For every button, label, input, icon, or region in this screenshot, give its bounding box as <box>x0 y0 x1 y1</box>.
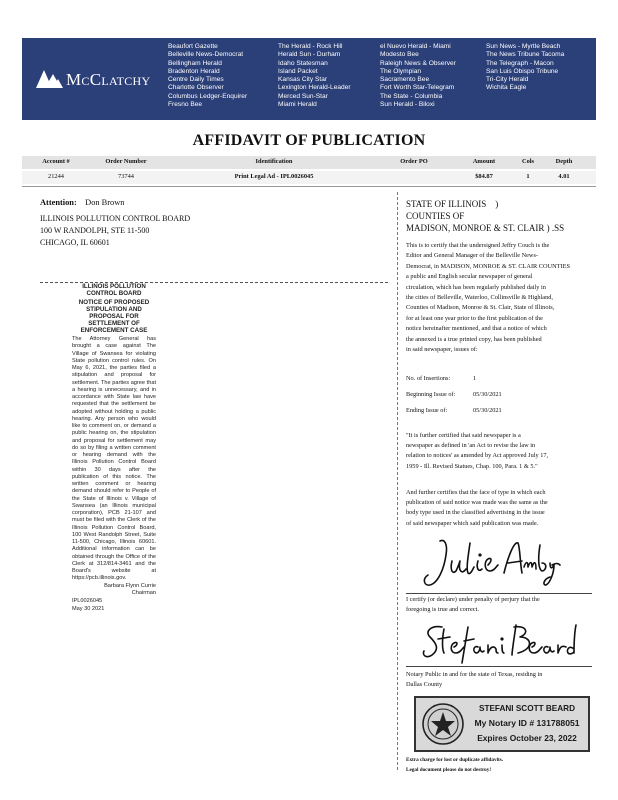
perjury-statement <box>406 595 594 614</box>
text-line: body type used in the classified advertising in the issue <box>406 509 545 517</box>
publication-name: Merced Sun-Star <box>278 92 328 100</box>
certification-text <box>406 241 594 355</box>
legal-notice-clipping <box>72 283 156 613</box>
identification-value: Print Legal Ad - IPL0026045 <box>234 173 314 180</box>
amount-value: $84.87 <box>475 173 493 180</box>
venue-line: COUNTIES OF <box>406 211 465 221</box>
newspaper-definition-text <box>406 431 594 472</box>
text-line: Notary Public in and for the state of Texas, residing in <box>406 671 543 678</box>
column-header-depth: Depth <box>555 158 573 165</box>
text-line: the annexed is a true printed copy, has been published <box>406 335 542 343</box>
beginning-issue-label: Beginning Issue of: <box>406 391 456 398</box>
affiant-signature <box>418 533 568 593</box>
address-line: 100 W RANDOLPH, STE 11-500 <box>40 226 150 236</box>
publication-name: Beaufort Gazette <box>168 43 218 50</box>
order-table-header <box>22 156 596 169</box>
text-line: This is to certify that the undersigned Jeffry Couch is the <box>406 242 550 249</box>
stamp-expiration: Expires October 23, 2022 <box>477 733 577 743</box>
cols-value: 1 <box>526 173 530 180</box>
publication-name: Bellingham Herald <box>168 59 222 67</box>
ending-issue-label: Ending Issue of: <box>406 407 448 414</box>
text-line: 1959 - Ill. Revised Statues, Chap. 100, Para. 1 & 5." <box>406 462 538 470</box>
typeface-certification-text <box>406 488 594 529</box>
notice-signer: Barbara Flynn Currie <box>104 582 156 589</box>
attention-line <box>40 198 124 207</box>
fine-print <box>406 756 503 775</box>
publication-name: Tri-City Herald <box>486 76 529 84</box>
publications-column-3 <box>380 43 456 109</box>
notice-body: The Attorney General has brought a case against The Village of Swansea for violating State pollution control rules. On May 6, 2021, the parties filed a stipulation and proposal for settlement. The parties agree that a hearing is unnecessary, and in accordance with State law have requested that the settlement be adopted without holding a public hearing. Any person who would like to comment on, or demand a public hearing on, the stipulation and proposal for settlement may do so by filing a written comment or hearing demand with the Illinois Pollution Control Board within 30 days after the publication of this notice. The written comment or hearing demand should refer to People of the State of Illinois v. Village of Swansea (an Illinois municipal corporation), PCB 21-107 and must be filed with the Clerk of the Illinois Pollution Control Board, 100 West Randolph Street, Suite 11-500, Chicago, Illinois 60601. Additional information can be obtained through the Office of the Clerk at 312/814-3461 and the Board's website at https://pcb.illinois.gov. <box>72 336 156 582</box>
publication-name: The Olympian <box>380 67 422 75</box>
column-header-amount: Amount <box>472 158 496 165</box>
publications-column-1 <box>168 43 247 109</box>
publication-name: Fort Worth Star-Telegram <box>380 84 455 92</box>
notary-statement <box>406 670 594 689</box>
publication-name: Kansas City Star <box>278 76 328 84</box>
publication-name: Columbus Ledger-Enquirer <box>168 92 248 100</box>
column-header-order-number: Order Number <box>105 158 147 165</box>
address-line: ILLINOIS POLLUTION CONTROL BOARD <box>40 214 191 223</box>
notice-heading-board: ILLINOIS POLLUTION CONTROL BOARD <box>82 283 146 297</box>
publication-name: Modesto Bee <box>380 51 419 59</box>
column-header-order-po: Order PO <box>400 158 428 165</box>
order-number-value: 73744 <box>118 173 134 180</box>
mcclatchy-logo <box>36 66 176 92</box>
notice-heading-title: NOTICE OF PROPOSED STIPULATION AND PROPOSAL FOR SETTLEMENT OF ENFORCEMENT CASE <box>78 299 150 334</box>
publication-name: Herald Sun - Durham <box>278 51 341 59</box>
beginning-issue-value: 05/30/2021 <box>473 391 502 398</box>
brand-wordmark <box>66 70 151 90</box>
text-line: for at least one year prior to the first publication of the <box>406 314 543 322</box>
publication-name: Sun Herald - Biloxi <box>380 101 435 109</box>
text-line: And further certifies that the face of type in which each <box>406 489 546 496</box>
stamp-name: STEFANI SCOTT BEARD <box>479 704 575 713</box>
publisher-banner <box>22 38 596 120</box>
text-line: notice hereinafter mentioned, and that a notice of which <box>406 325 547 333</box>
publication-name: Island Packet <box>278 67 318 75</box>
venue-line: MADISON, MONROE & ST. CLAIR ) .SS <box>406 223 565 233</box>
publication-name: Sun News - Myrtle Beach <box>486 43 561 50</box>
publication-name: Fresno Bee <box>168 101 203 109</box>
publication-name: The Telegraph - Macon <box>486 59 554 67</box>
address-line: CHICAGO, IL 60601 <box>40 238 110 248</box>
text-line: the cities of Belleville, Waterloo, Collinsville & Highland, <box>406 294 553 302</box>
notice-reference: IPL0026045 <box>72 598 103 604</box>
text-line: "It is further certified that said newspaper is a <box>406 432 521 439</box>
publication-name: Raleigh News & Observer <box>380 59 456 67</box>
publication-name: Idaho Statesman <box>278 59 328 67</box>
publication-name: Bradenton Herald <box>168 67 220 75</box>
text-line: of said newspaper which said publication was made. <box>406 519 539 527</box>
notary-stamp <box>414 696 590 752</box>
publication-name: The News Tribune Tacoma <box>486 51 565 59</box>
mcclatchy-logo-mark-icon <box>36 68 66 88</box>
publication-name: Sacramento Bee <box>380 76 430 84</box>
text-line: Dallas County <box>406 680 443 688</box>
text-line: I certify (or declare) under penalty of perjury that the <box>406 596 540 603</box>
publication-name: Miami Herald <box>278 101 317 109</box>
table-row <box>22 171 596 184</box>
notice-signer-title: Chairman <box>131 589 156 596</box>
publication-name: Centre Daily Times <box>168 76 224 84</box>
publication-name: San Luis Obispo Tribune <box>486 67 559 75</box>
text-line: Legal document please do not destroy! <box>406 766 492 773</box>
signature-line <box>406 593 592 594</box>
text-line: in said newspaper, issues of: <box>406 346 478 354</box>
ending-issue-value: 05/30/2021 <box>473 407 502 414</box>
publication-name: Belleville News-Democrat <box>168 51 244 59</box>
column-header-identification: Identification <box>255 158 293 165</box>
column-header-cols: Cols <box>521 158 535 165</box>
notary-seal-star-icon <box>422 702 464 746</box>
text-line: publication of said notice was made was the same as the <box>406 499 548 507</box>
publication-name: The Herald - Rock Hill <box>278 43 343 50</box>
publication-name: The State - Columbia <box>380 92 443 100</box>
attention-name: Don Brown <box>85 198 125 207</box>
publications-column-2 <box>278 43 351 109</box>
brand-name: McClatchy <box>66 70 151 89</box>
venue-line: STATE OF ILLINOIS ) <box>406 199 499 209</box>
attention-label: Attention: <box>40 198 77 207</box>
recipient-address <box>40 213 190 250</box>
text-line: foregoing is true and correct. <box>406 605 479 613</box>
text-line: relation to notices' as amended by Act approved July 17, <box>406 452 549 460</box>
publication-name: el Nuevo Herald - Miami <box>380 43 451 50</box>
notary-signature <box>418 619 580 669</box>
text-line: newspaper as defined in 'an Act to revise the law in <box>406 442 536 450</box>
publication-name: Lexington Herald-Leader <box>278 84 351 92</box>
signature-line <box>406 666 592 667</box>
text-line: Editor and General Manager of the Belleville News- <box>406 252 539 260</box>
venue-block <box>406 198 564 234</box>
publication-name: Charlotte Observer <box>168 84 224 92</box>
insertions-label: No. of Insertions: <box>406 375 451 382</box>
publication-name: Wichita Eagle <box>486 84 527 92</box>
text-line: a public and English secular newspaper of general <box>406 273 533 281</box>
notice-date: May 30 2021 <box>72 606 105 612</box>
account-value: 21244 <box>48 173 64 180</box>
text-line: Counties of Madison, Monroe & St. Clair, State of Illinois, <box>406 304 555 312</box>
divider <box>22 186 596 187</box>
column-divider <box>397 192 398 770</box>
text-line: Democrat, in MADISON, MONROE & ST. CLAIR COUNTIES <box>406 262 570 270</box>
insertions-value: 1 <box>473 375 477 382</box>
text-line: circulation, which has been regularly published daily in <box>406 283 546 291</box>
text-line: Extra charge for lost or duplicate affidavits. <box>406 757 504 763</box>
depth-value: 4.01 <box>558 173 570 180</box>
publications-column-4 <box>486 43 564 93</box>
page-title: AFFIDAVIT OF PUBLICATION <box>192 132 426 149</box>
stamp-notary-id: My Notary ID # 131788051 <box>474 718 580 728</box>
column-header-account: Account # <box>42 158 70 165</box>
